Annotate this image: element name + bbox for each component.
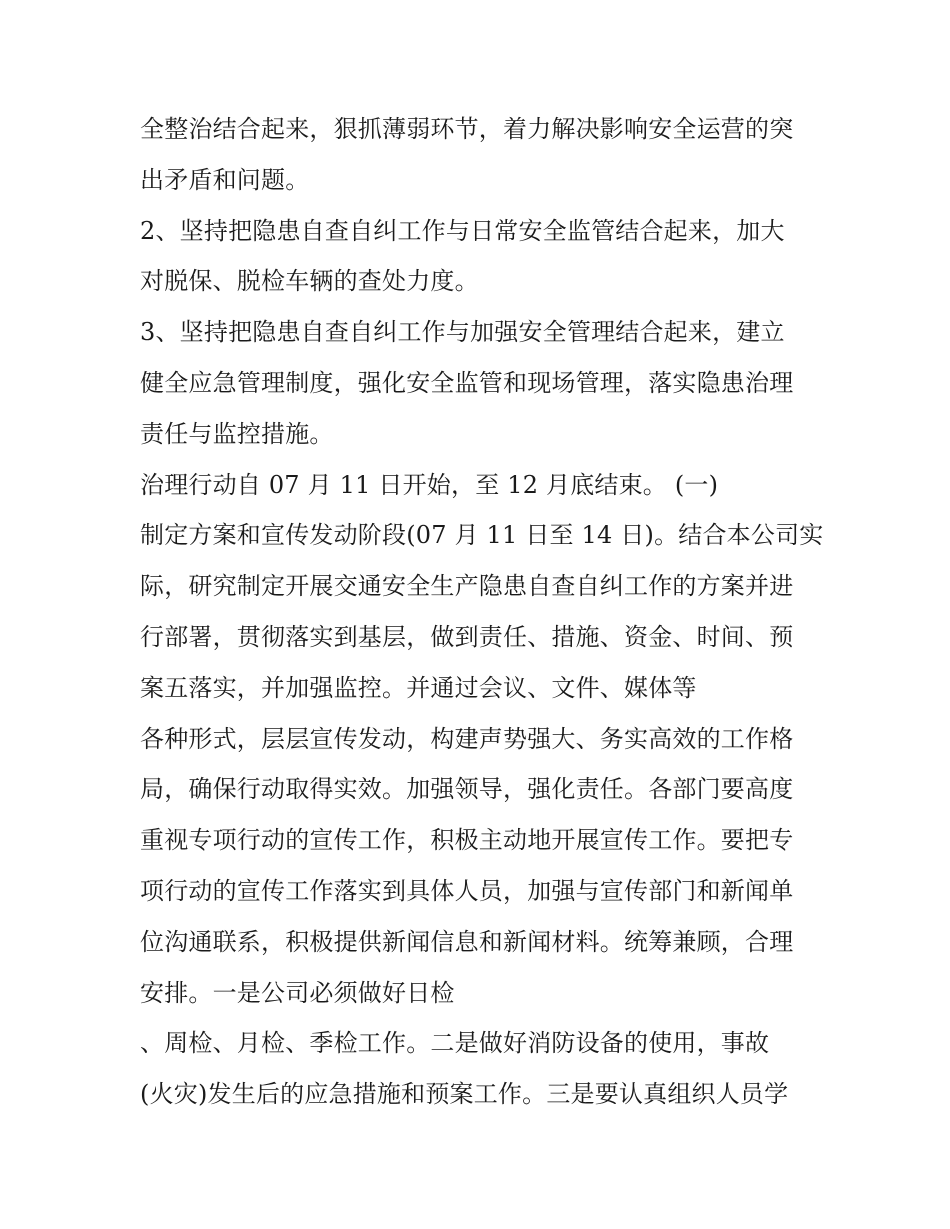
text-line: 全整治结合起来，狠抓薄弱环节，着力解决影响安全运营的突: [140, 115, 794, 143]
text-line: 际，研究制定开展交通安全生产隐患自查自纠工作的方案并进: [140, 572, 794, 601]
text-line: 治理行动自 07 月 11 日开始，至 12 月底结束。 (一): [140, 470, 719, 499]
text-line: 项行动的宣传工作落实到具体人员，加强与宣传部门和新闻单: [140, 876, 794, 905]
text-line: 重视专项行动的宣传工作，积极主动地开展宣传工作。要把专: [140, 826, 794, 855]
text-line: 案五落实，并加强监控。并通过会议、文件、媒体等: [140, 673, 697, 702]
text-line: 对脱保、脱检车辆的查处力度。: [140, 267, 479, 296]
text-line: 各种形式，层层宣传发动，构建声势强大、务实高效的工作格: [140, 724, 794, 753]
text-line: 安排。一是公司必须做好日检: [140, 978, 455, 1007]
text-line: 3、坚持把隐患自查自纠工作与加强安全管理结合起来，建立: [140, 318, 785, 347]
text-line: 、周检、月检、季检工作。二是做好消防设备的使用，事故: [140, 1029, 770, 1058]
text-line: 2、坚持把隐患自查自纠工作与日常安全监管结合起来，加大: [140, 216, 785, 245]
body-text: [140, 104, 840, 1120]
text-line: 行部署，贯彻落实到基层，做到责任、措施、资金、时间、预: [140, 622, 794, 651]
text-line: 制定方案和宣传发动阶段(07 月 11 日至 14 日)。结合本公司实: [140, 521, 824, 550]
text-line: 出矛盾和问题。: [140, 165, 310, 194]
text-line: 局，确保行动取得实效。加强领导，强化责任。各部门要高度: [140, 775, 794, 804]
text-line: 健全应急管理制度，强化安全监管和现场管理，落实隐患治理: [140, 368, 794, 397]
text-line: 位沟通联系，积极提供新闻信息和新闻材料。统筹兼顾，合理: [140, 927, 794, 956]
text-line: 责任与监控措施。: [140, 419, 334, 448]
text-line: (火灾)发生后的应急措施和预案工作。三是要认真组织人员学: [140, 1080, 789, 1109]
